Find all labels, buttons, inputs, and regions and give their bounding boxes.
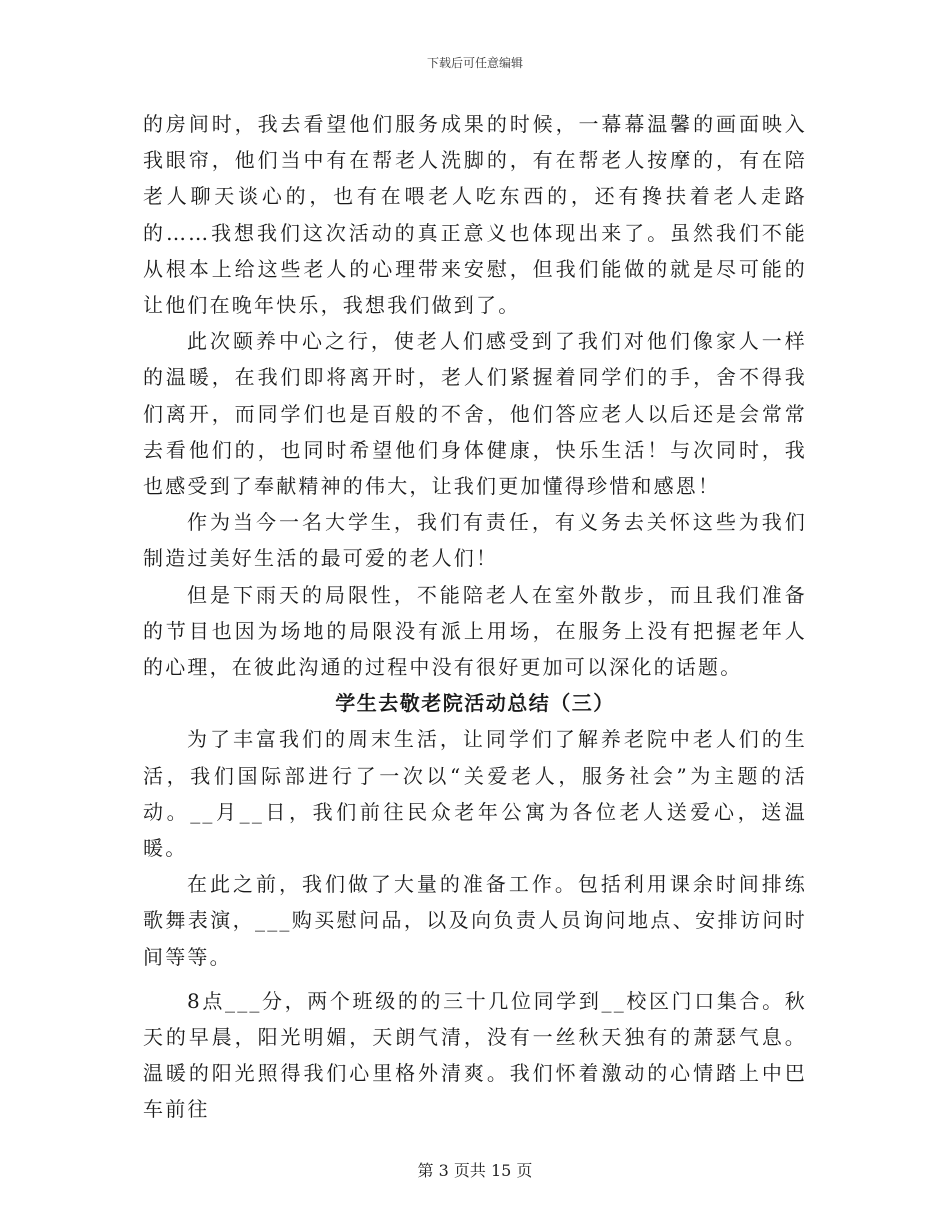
- paragraph: 此次颐养中心之行，使老人们感受到了我们对他们像家人一样的温暖，在我们即将离开时，老人们紧握着同学们的手，舍不得我们离开，而同学们也是百般的不舍，他们答应老人以后还是会常常去看他们的，也同时希望他们身体健康，快乐生活！与次同时，我也感受到了奉献精神的伟大，让我们更加懂得珍惜和感恩！: [143, 329, 807, 499]
- document-body: [143, 106, 807, 1128]
- paragraph: 为了丰富我们的周末生活，让同学们了解养老院中老人们的生活，我们国际部进行了一次以“关爱老人，服务社会”为主题的活动。__月__日，我们前往民众老年公寓为各位老人送爱心，送温暖。: [143, 727, 807, 861]
- paragraph: 但是下雨天的局限性，不能陪老人在室外散步，而且我们准备的节目也因为场地的局限没有派上用场，在服务上没有把握老年人的心理，在彼此沟通的过程中没有很好更加可以深化的话题。: [143, 582, 807, 680]
- paragraph-continued: 的房间时，我去看望他们服务成果的时候，一幕幕温馨的画面映入我眼帘，他们当中有在帮老人洗脚的，有在帮老人按摩的，有在陪老人聊天谈心的，也有在喂老人吃东西的，还有搀扶着老人走路的……我想我们这次活动的真正意义也体现出来了。虽然我们不能从根本上给这些老人的心理带来安慰，但我们能做的就是尽可能的让他们在晚年快乐，我想我们做到了。: [143, 112, 807, 318]
- paragraph: 8点___分，两个班级的的三十几位同学到__校区门口集合。秋天的早晨，阳光明媚，天朗气清，没有一丝秋天独有的萧瑟气息。温暖的阳光照得我们心里格外清爽。我们怀着激动的心情踏上中巴车前往: [143, 988, 807, 1122]
- paragraph: 在此之前，我们做了大量的准备工作。包括利用课余时间排练歌舞表演，___购买慰问品，以及向负责人员询问地点、安排访问时间等等。: [143, 872, 807, 969]
- page-number: 第 3 页共 15 页: [417, 1161, 533, 1180]
- page-header: 下载后可任意编辑: [426, 56, 523, 70]
- paragraph: 作为当今一名大学生，我们有责任，有义务去关怀这些为我们制造过美好生活的最可爱的老人们！: [143, 510, 807, 571]
- section-title: 学生去敬老院活动总结（三）: [335, 691, 615, 716]
